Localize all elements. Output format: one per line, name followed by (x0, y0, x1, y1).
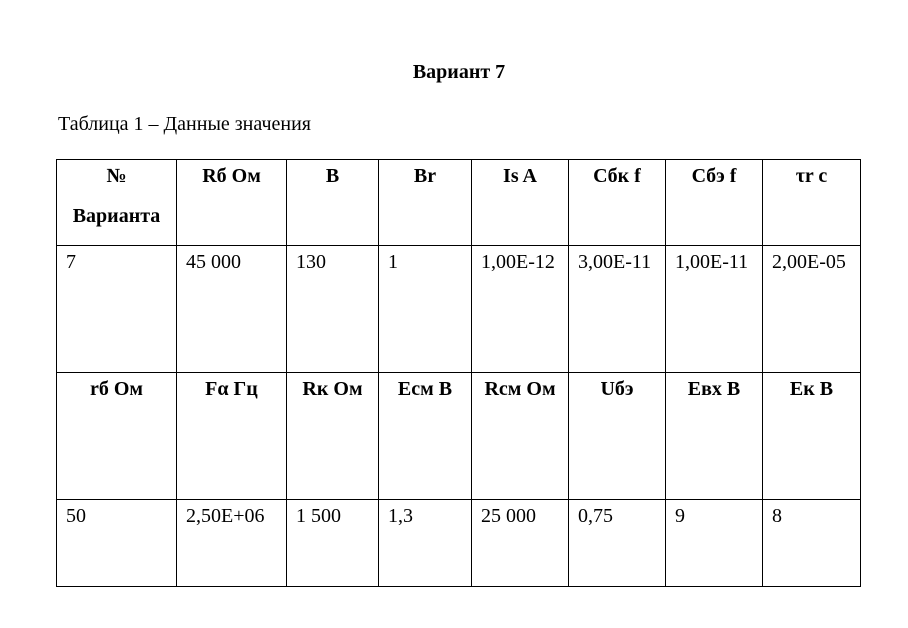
value-cell: 3,00E-11 (569, 246, 666, 373)
value-cell: 2,00E-05 (763, 246, 861, 373)
data-table (56, 159, 861, 587)
header-cell-rb: Rб Ом (177, 160, 287, 246)
value-cell: 1 500 (287, 500, 379, 587)
header-cell-evx: Eвх B (666, 373, 763, 500)
header-cell-tau: τr c (763, 160, 861, 246)
value-cell: 1,00E-12 (472, 246, 569, 373)
value-cell: 1 (379, 246, 472, 373)
value-cell: 1,3 (379, 500, 472, 587)
document-title: Вариант 7 (412, 61, 506, 83)
header-cell-cbk: Cбк f (569, 160, 666, 246)
header-cell-ube: Uбэ (569, 373, 666, 500)
header-cell-esm: Eсм B (379, 373, 472, 500)
table-row-values-1 (57, 246, 861, 373)
value-cell: 0,75 (569, 500, 666, 587)
table-row-header-1 (57, 160, 861, 246)
value-cell: 7 (57, 246, 177, 373)
header-cell-variant: № Варианта (57, 160, 177, 246)
header-cell-br: Br (379, 160, 472, 246)
value-cell: 25 000 (472, 500, 569, 587)
header-cell-ek: Eк B (763, 373, 861, 500)
table-row-values-2 (57, 500, 861, 587)
table-row-header-2 (57, 373, 861, 500)
value-cell: 1,00E-11 (666, 246, 763, 373)
value-cell: 45 000 (177, 246, 287, 373)
header-cell-is: Is A (472, 160, 569, 246)
table-caption: Таблица 1 – Данные значения (58, 113, 311, 135)
value-cell: 2,50E+06 (177, 500, 287, 587)
header-cell-rk: Rк Ом (287, 373, 379, 500)
value-cell: 8 (763, 500, 861, 587)
header-cell-cbe: Cбэ f (666, 160, 763, 246)
header-cell-b: B (287, 160, 379, 246)
header-cell-falpha: Fα Гц (177, 373, 287, 500)
header-cell-rsm: Rсм Ом (472, 373, 569, 500)
header-cell-rb-small: rб Ом (57, 373, 177, 500)
value-cell: 9 (666, 500, 763, 587)
value-cell: 130 (287, 246, 379, 373)
value-cell: 50 (57, 500, 177, 587)
